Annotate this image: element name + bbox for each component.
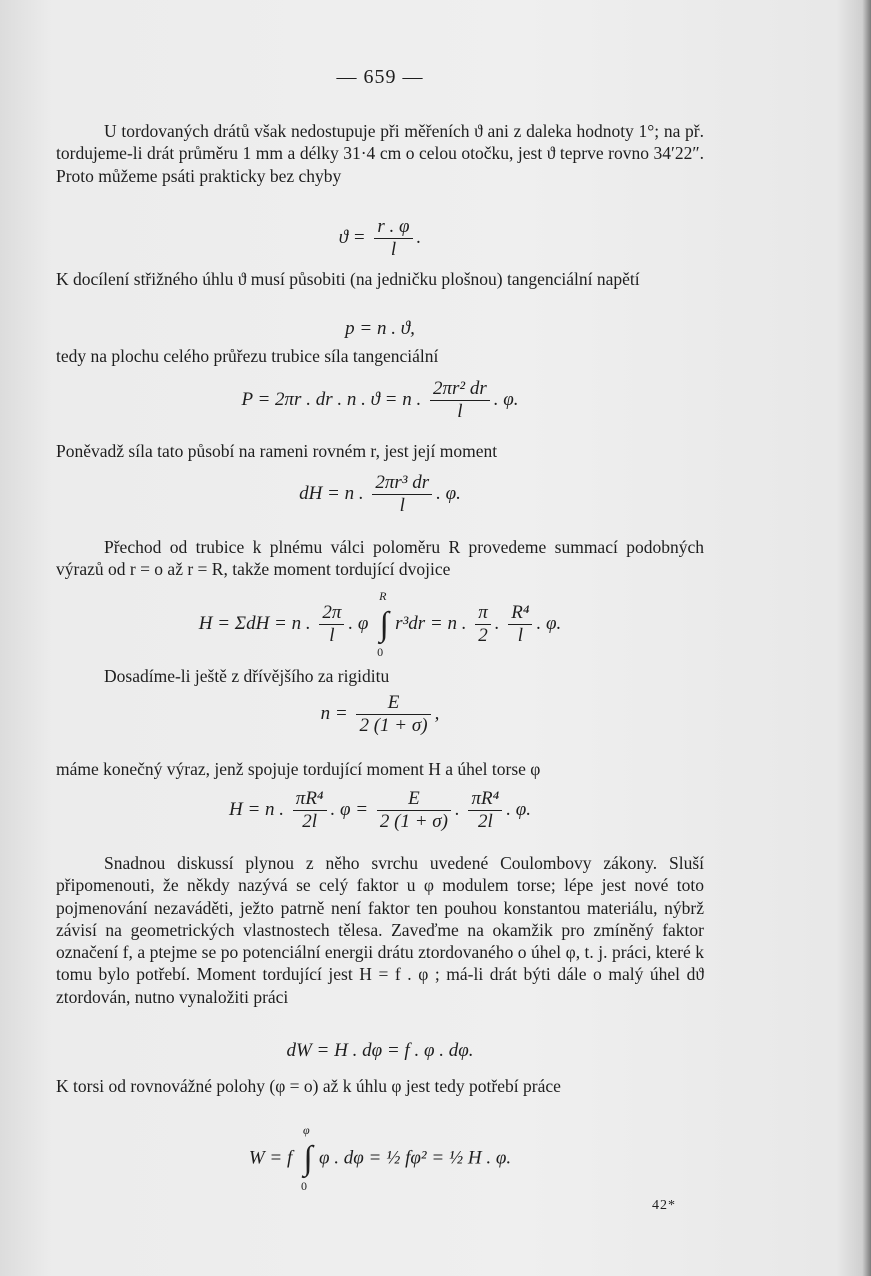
fraction: $\frac{\pi}{2}$ <box>475 602 491 647</box>
paragraph-5-text: Přechod od trubice k plnému válci poloměru R provedeme summací podobných výrazů od r = o až r = R, takže moment tordující dvojice <box>56 537 704 580</box>
fraction: $\frac{\text{2πr² dr}}{l}$ <box>430 378 490 423</box>
fraction: $\frac{\text{2πr³ dr}}{l}$ <box>372 472 432 517</box>
paragraph-9-text: K torsi od rovnovážné polohy (φ = o) až k úhlu φ jest tedy potřebí práce <box>56 1076 561 1096</box>
equation-work-differential: dW = H . dφ = f . φ . dφ. <box>286 1040 474 1061</box>
equation-final-moment: H = n . $\frac{\text{πR⁴}}{2l}$ . φ = $\frac{E}{2 (1 + \sigma)}$ . $\frac{\text{πR⁴}}{2l}$ . φ. <box>229 788 531 832</box>
equation-stress: p = n . ϑ, <box>345 318 415 339</box>
paragraph-8 <box>56 852 704 1008</box>
equation-moment: dH = n . $\frac{\text{2πr³ dr}}{l}$ . φ. <box>299 472 461 516</box>
equation-theta: ϑ = $\frac{r . \varphi}{l}$ . <box>338 216 422 260</box>
integral-sign: ∫ φ 0 <box>301 1123 313 1193</box>
paragraph-1-text: U tordovaných drátů však nedostupuje při měřeních ϑ ani z daleka hodnoty 1°; na př. tordujeme-li drát průměru 1 mm a délky 31·4 cm o celou otočku, jest ϑ teprve rovno 34′22″. Proto můžeme psáti prakticky bez chyby <box>56 121 704 186</box>
paragraph-3-text: tedy na plochu celého průřezu trubice síla tangenciální <box>56 346 439 366</box>
equation-rigidity: n = $\frac{E}{2 (1 + \sigma)}$ , <box>320 692 440 736</box>
paragraph-8-text: Snadnou diskussí plynou z něho svrchu uvedené Coulombovy zákony. Sluší připomenouti, že někdy nazývá se celý faktor u φ modulem torse; lépe jest nové toto pojmenování nezaváděti, ježto patrně není faktor ten pouhou konstantou materiálu, nýbrž závisí na geometrických vlastnostech tělesa. Zaveďme na okamžik pro zmíněný faktor označení f, a ptejme se po potenciální energii drátu ztordovaného o úhel φ, t. j. práci, které k tomu bylo potřebí. Moment tordující jest H = f . φ ; má-li drát býti dále o malý úhel dϑ ztordován, nutno vynaložiti práci <box>56 853 704 1007</box>
fraction: $\frac{\text{πR⁴}}{2l}$ <box>468 788 502 833</box>
paragraph-6 <box>56 665 704 687</box>
paragraph-7 <box>56 758 704 780</box>
fraction: $\frac{\text{R⁴}}{l}$ <box>508 602 532 647</box>
fraction: $\frac{\text{πR⁴}}{2l}$ <box>293 788 327 833</box>
fraction: $\frac{E}{2 (1 + \sigma)}$ <box>356 692 430 737</box>
paragraph-2 <box>56 268 704 290</box>
equation-work: W = f ∫ φ 0 φ . dφ = ½ fφ² = ½ H . φ. <box>248 1123 512 1193</box>
signature-mark: 42* <box>652 1198 676 1213</box>
paragraph-6-text: Dosadíme-li ještě z dřívějšího za rigiditu <box>104 666 390 686</box>
paragraph-4 <box>56 440 704 462</box>
paragraph-9 <box>56 1075 704 1097</box>
fraction: $\frac{E}{2 (1 + \sigma)}$ <box>377 788 451 833</box>
equation-force: P = 2πr . dr . n . ϑ = n . $\frac{\text{2πr² dr}}{l}$ . φ. <box>241 378 519 422</box>
paragraph-1 <box>56 120 704 187</box>
paragraph-4-text: Poněvadž síla tato působí na rameni rovném r, jest její moment <box>56 441 498 461</box>
paragraph-3 <box>56 345 704 367</box>
paragraph-7-text: máme konečný výraz, jenž spojuje tordující moment H a úhel torse φ <box>56 759 541 779</box>
fraction: $\frac{r . \varphi}{l}$ <box>374 216 412 261</box>
fraction: $\frac{2\pi}{l}$ <box>319 602 344 647</box>
page-number: — 659 — <box>336 66 424 88</box>
paragraph-2-text: K docílení střižného úhlu ϑ musí působiti (na jedničku plošnou) tangenciální napětí <box>56 269 640 289</box>
integral-sign: ∫ R 0 <box>377 588 389 659</box>
paragraph-5 <box>56 536 704 581</box>
equation-integral-moment: H = ΣdH = n . $\frac{2\pi}{l}$ . φ ∫ R 0 r³dr = n . $\frac{\pi}{2}$ . $\frac{\text{R⁴}}{l}$ . φ. <box>198 588 562 659</box>
